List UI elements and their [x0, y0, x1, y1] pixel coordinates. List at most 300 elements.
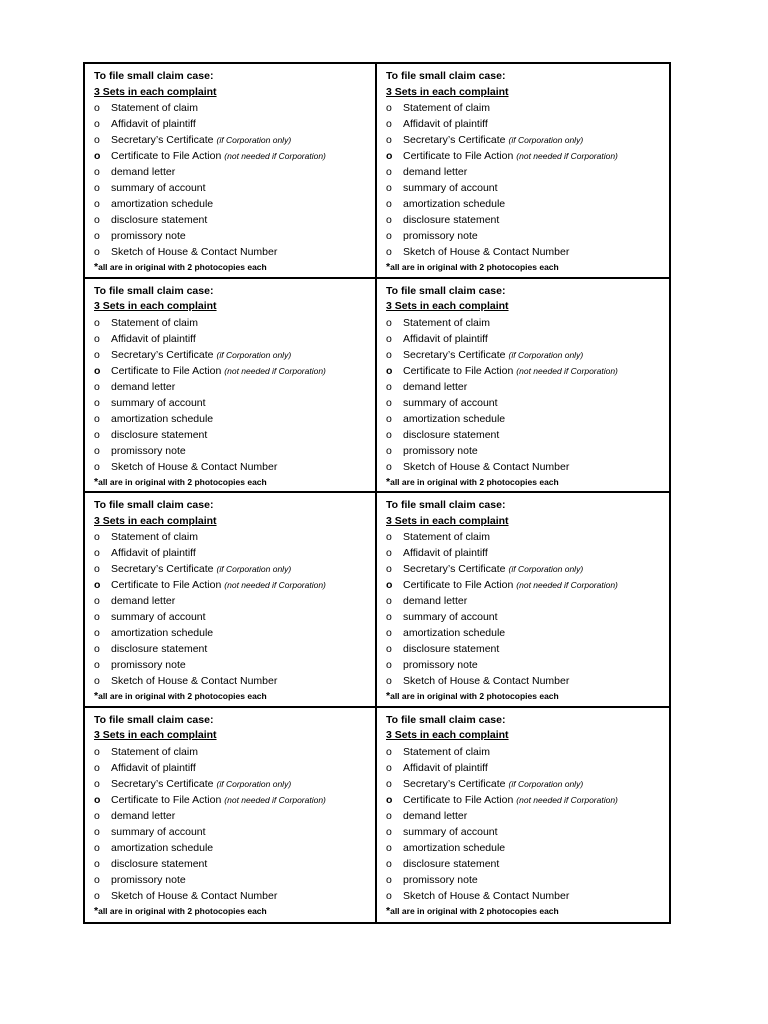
list-item [386, 315, 663, 331]
item-label: Sketch of House & Contact Number [403, 460, 570, 473]
circle-bullet-icon: o [94, 889, 100, 902]
card-subtitle: 3 Sets in each complaint [386, 514, 509, 527]
item-label: promissory note [111, 230, 186, 242]
item-label: Statement of claim [403, 316, 490, 329]
card-title: To file small claim case: [386, 499, 506, 511]
circle-bullet-icon: o [94, 531, 100, 543]
item-label: summary of account [403, 182, 498, 194]
item-label: Statement of claim [403, 531, 490, 543]
circle-bullet-icon: o [94, 166, 100, 178]
circle-bullet-icon: o [94, 793, 101, 806]
list-item [94, 180, 369, 196]
circle-bullet-icon: o [386, 364, 393, 377]
item-label: amortization schedule [403, 412, 506, 425]
item-label: summary of account [111, 396, 206, 409]
list-item [386, 411, 663, 427]
list-item [386, 100, 663, 116]
circle-bullet-icon: o [386, 873, 392, 886]
item-label: summary of account [111, 825, 206, 838]
list-item [386, 395, 663, 411]
card-footnote [94, 475, 369, 490]
circle-bullet-icon: o [94, 118, 100, 130]
list-item [94, 427, 369, 443]
circle-bullet-icon: o [386, 102, 392, 114]
item-note: (if Corporation only) [216, 135, 292, 145]
circle-bullet-icon: o [94, 841, 100, 854]
circle-bullet-icon: o [94, 102, 100, 114]
footnote-text: all are in original with 2 photocopies each [390, 262, 559, 272]
card-footnote [386, 904, 663, 919]
requirements-list [94, 315, 369, 475]
circle-bullet-icon: o [386, 396, 392, 409]
item-label: Affidavit of plaintiff [111, 761, 196, 774]
circle-bullet-icon: o [94, 611, 100, 623]
list-item [94, 625, 369, 641]
item-note: (not needed if Corporation) [516, 151, 618, 161]
list-item [94, 673, 369, 689]
item-label: Certificate to File Action [111, 150, 222, 162]
circle-bullet-icon: o [386, 166, 392, 178]
item-label: Statement of claim [111, 102, 198, 114]
item-label: Affidavit of plaintiff [403, 547, 488, 559]
item-label: amortization schedule [403, 627, 506, 639]
item-label: amortization schedule [111, 412, 214, 425]
checklist-card-r1-c1 [85, 64, 377, 279]
card-subtitle: 3 Sets in each complaint [94, 729, 217, 741]
item-label: Sketch of House & Contact Number [111, 889, 278, 902]
item-label: disclosure statement [403, 214, 500, 226]
card-footnote [94, 689, 369, 704]
circle-bullet-icon: o [94, 761, 100, 774]
circle-bullet-icon: o [94, 348, 100, 361]
circle-bullet-icon: o [94, 659, 100, 671]
card-title: To file small claim case: [386, 713, 506, 726]
item-label: Certificate to File Action [111, 579, 222, 591]
circle-bullet-icon: o [94, 873, 100, 886]
circle-bullet-icon: o [94, 547, 100, 559]
item-label: Secretary’s Certificate [111, 348, 214, 361]
list-item [386, 824, 663, 840]
circle-bullet-icon: o [386, 841, 392, 854]
footnote-asterisk: * [386, 475, 391, 488]
item-label: disclosure statement [111, 857, 208, 870]
item-label: amortization schedule [111, 627, 214, 639]
circle-bullet-icon: o [386, 348, 392, 361]
item-label: Sketch of House & Contact Number [111, 246, 278, 258]
list-item [94, 100, 369, 116]
item-label: Certificate to File Action [111, 364, 222, 377]
requirements-list [386, 100, 663, 260]
item-note: (not needed if Corporation) [516, 365, 618, 376]
item-label: Affidavit of plaintiff [403, 761, 488, 774]
item-label: amortization schedule [111, 198, 214, 210]
list-item [386, 577, 663, 593]
list-item [386, 625, 663, 641]
list-item [386, 657, 663, 673]
list-item [386, 443, 663, 459]
list-item [386, 872, 663, 888]
list-item [386, 776, 663, 792]
circle-bullet-icon: o [94, 857, 100, 870]
circle-bullet-icon: o [94, 460, 100, 473]
list-item [94, 164, 369, 180]
item-label: demand letter [403, 166, 468, 178]
item-label: Sketch of House & Contact Number [403, 675, 570, 687]
list-item [386, 459, 663, 475]
footnote-asterisk: * [386, 904, 391, 917]
checklist-card-r4-c2 [377, 708, 669, 923]
card-title: To file small claim case: [386, 70, 506, 82]
list-item [386, 132, 663, 148]
circle-bullet-icon: o [386, 182, 392, 194]
circle-bullet-icon: o [386, 460, 392, 473]
list-item [386, 164, 663, 180]
circle-bullet-icon: o [94, 809, 100, 822]
item-note: (if Corporation only) [508, 564, 584, 574]
requirements-list [386, 744, 663, 904]
card-subtitle: 3 Sets in each complaint [94, 85, 217, 98]
circle-bullet-icon: o [94, 595, 100, 607]
item-label: promissory note [403, 873, 478, 886]
requirements-list [94, 744, 369, 904]
item-label: Secretary’s Certificate [403, 563, 506, 575]
card-footnote [94, 260, 369, 275]
card-footnote [94, 904, 369, 919]
item-label: promissory note [111, 444, 186, 457]
item-label: disclosure statement [403, 428, 500, 441]
circle-bullet-icon: o [94, 777, 100, 790]
item-note: (if Corporation only) [216, 564, 292, 574]
item-label: Statement of claim [111, 531, 198, 543]
requirements-list [386, 315, 663, 475]
item-label: Affidavit of plaintiff [111, 547, 196, 559]
footnote-text: all are in original with 2 photocopies each [390, 476, 559, 487]
item-label: disclosure statement [403, 643, 500, 655]
list-item [94, 459, 369, 475]
item-label: disclosure statement [111, 214, 208, 226]
item-label: amortization schedule [403, 198, 506, 210]
circle-bullet-icon: o [94, 825, 100, 838]
item-label: Statement of claim [403, 102, 490, 114]
circle-bullet-icon: o [386, 444, 392, 457]
list-item [94, 641, 369, 657]
list-item [386, 244, 663, 260]
circle-bullet-icon: o [94, 230, 100, 242]
circle-bullet-icon: o [386, 134, 392, 146]
list-item [94, 411, 369, 427]
list-item [94, 212, 369, 228]
list-item [386, 792, 663, 808]
item-label: Sketch of House & Contact Number [403, 246, 570, 258]
list-item [94, 545, 369, 561]
list-item [94, 561, 369, 577]
circle-bullet-icon: o [386, 547, 392, 559]
circle-bullet-icon: o [94, 627, 100, 639]
item-note: (if Corporation only) [508, 349, 584, 360]
item-label: Secretary’s Certificate [403, 777, 506, 790]
list-item [94, 379, 369, 395]
footnote-asterisk: * [386, 690, 391, 702]
item-label: demand letter [111, 809, 176, 822]
requirements-list [94, 100, 369, 260]
circle-bullet-icon: o [94, 745, 100, 758]
circle-bullet-icon: o [386, 595, 392, 607]
list-item [94, 840, 369, 856]
item-note: (not needed if Corporation) [224, 365, 326, 376]
card-footnote [386, 475, 663, 490]
circle-bullet-icon: o [386, 611, 392, 623]
footnote-text: all are in original with 2 photocopies each [390, 905, 559, 916]
circle-bullet-icon: o [94, 246, 100, 258]
list-item [94, 872, 369, 888]
list-item [386, 609, 663, 625]
item-label: demand letter [403, 809, 468, 822]
circle-bullet-icon: o [386, 198, 392, 210]
claim-checklist-grid [83, 62, 671, 924]
circle-bullet-icon: o [386, 332, 392, 345]
circle-bullet-icon: o [386, 246, 392, 258]
list-item [94, 395, 369, 411]
list-item [386, 545, 663, 561]
circle-bullet-icon: o [94, 412, 100, 425]
list-item [386, 116, 663, 132]
circle-bullet-icon: o [94, 198, 100, 210]
item-note: (if Corporation only) [216, 349, 292, 360]
footnote-text: all are in original with 2 photocopies each [98, 691, 267, 701]
item-label: Secretary’s Certificate [111, 777, 214, 790]
list-item [386, 593, 663, 609]
footnote-asterisk: * [386, 261, 391, 273]
item-label: Secretary’s Certificate [403, 134, 506, 146]
circle-bullet-icon: o [386, 659, 392, 671]
card-subtitle: 3 Sets in each complaint [386, 729, 509, 741]
item-note: (not needed if Corporation) [516, 580, 618, 590]
item-label: Statement of claim [403, 745, 490, 758]
item-label: summary of account [111, 611, 206, 623]
item-label: disclosure statement [111, 428, 208, 441]
list-item [386, 744, 663, 760]
footnote-asterisk: * [94, 261, 99, 273]
card-subtitle: 3 Sets in each complaint [94, 300, 217, 312]
list-item [94, 331, 369, 347]
circle-bullet-icon: o [94, 675, 100, 687]
list-item [386, 148, 663, 164]
list-item [386, 760, 663, 776]
requirements-list [386, 529, 663, 689]
item-label: Secretary’s Certificate [111, 563, 214, 575]
list-item [94, 244, 369, 260]
item-label: Certificate to File Action [403, 793, 514, 806]
card-footnote [386, 689, 663, 704]
list-item [386, 196, 663, 212]
item-label: promissory note [403, 230, 478, 242]
checklist-card-r3-c1 [85, 493, 377, 708]
list-item [386, 363, 663, 379]
circle-bullet-icon: o [386, 118, 392, 130]
item-label: disclosure statement [111, 643, 208, 655]
list-item [94, 577, 369, 593]
list-item [94, 856, 369, 872]
footnote-text: all are in original with 2 photocopies each [98, 262, 267, 272]
circle-bullet-icon: o [386, 531, 392, 543]
circle-bullet-icon: o [386, 857, 392, 870]
circle-bullet-icon: o [94, 316, 100, 329]
circle-bullet-icon: o [386, 428, 392, 441]
item-note: (not needed if Corporation) [224, 151, 326, 161]
circle-bullet-icon: o [386, 316, 392, 329]
card-footnote [386, 260, 663, 275]
circle-bullet-icon: o [94, 643, 100, 655]
circle-bullet-icon: o [386, 579, 393, 591]
item-note: (not needed if Corporation) [224, 794, 326, 805]
item-label: Affidavit of plaintiff [403, 118, 488, 130]
list-item [94, 593, 369, 609]
circle-bullet-icon: o [386, 380, 392, 393]
list-item [386, 180, 663, 196]
item-label: Certificate to File Action [403, 364, 514, 377]
item-label: Affidavit of plaintiff [111, 118, 196, 130]
checklist-card-r2-c1 [85, 279, 377, 494]
checklist-card-r1-c2 [377, 64, 669, 279]
item-label: demand letter [111, 595, 176, 607]
list-item [94, 196, 369, 212]
item-label: promissory note [111, 659, 186, 671]
list-item [386, 641, 663, 657]
item-note: (not needed if Corporation) [224, 580, 326, 590]
circle-bullet-icon: o [94, 396, 100, 409]
circle-bullet-icon: o [94, 444, 100, 457]
item-label: demand letter [111, 166, 176, 178]
item-label: Certificate to File Action [403, 150, 514, 162]
circle-bullet-icon: o [94, 364, 101, 377]
list-item [386, 427, 663, 443]
list-item [386, 856, 663, 872]
item-label: summary of account [403, 396, 498, 409]
list-item [94, 888, 369, 904]
list-item [94, 529, 369, 545]
circle-bullet-icon: o [94, 182, 100, 194]
circle-bullet-icon: o [386, 627, 392, 639]
list-item [94, 776, 369, 792]
item-label: summary of account [403, 611, 498, 623]
circle-bullet-icon: o [386, 412, 392, 425]
checklist-card-r2-c2 [377, 279, 669, 494]
card-title: To file small claim case: [94, 713, 214, 726]
item-note: (if Corporation only) [508, 778, 584, 789]
list-item [94, 148, 369, 164]
circle-bullet-icon: o [386, 745, 392, 758]
circle-bullet-icon: o [386, 889, 392, 902]
list-item [94, 132, 369, 148]
item-note: (if Corporation only) [508, 135, 584, 145]
item-label: Sketch of House & Contact Number [403, 889, 570, 902]
footnote-text: all are in original with 2 photocopies each [98, 905, 267, 916]
list-item [94, 760, 369, 776]
circle-bullet-icon: o [386, 825, 392, 838]
circle-bullet-icon: o [94, 579, 101, 591]
checklist-card-r3-c2 [377, 493, 669, 708]
list-item [386, 888, 663, 904]
footnote-asterisk: * [94, 690, 99, 702]
list-item [386, 331, 663, 347]
list-item [94, 824, 369, 840]
item-label: promissory note [111, 873, 186, 886]
list-item [94, 315, 369, 331]
circle-bullet-icon: o [94, 428, 100, 441]
circle-bullet-icon: o [386, 563, 392, 575]
item-label: Certificate to File Action [403, 579, 514, 591]
card-title: To file small claim case: [386, 284, 506, 297]
footnote-text: all are in original with 2 photocopies each [98, 476, 267, 487]
item-label: demand letter [403, 595, 468, 607]
list-item [386, 808, 663, 824]
list-item [94, 347, 369, 363]
list-item [386, 379, 663, 395]
circle-bullet-icon: o [94, 380, 100, 393]
list-item [94, 609, 369, 625]
list-item [94, 744, 369, 760]
list-item [386, 529, 663, 545]
item-label: disclosure statement [403, 857, 500, 870]
circle-bullet-icon: o [386, 150, 393, 162]
card-subtitle: 3 Sets in each complaint [386, 300, 509, 312]
item-label: summary of account [111, 182, 206, 194]
item-label: Affidavit of plaintiff [403, 332, 488, 345]
circle-bullet-icon: o [386, 675, 392, 687]
circle-bullet-icon: o [94, 332, 100, 345]
list-item [94, 228, 369, 244]
item-label: demand letter [403, 380, 468, 393]
list-item [386, 673, 663, 689]
circle-bullet-icon: o [386, 761, 392, 774]
item-label: Statement of claim [111, 745, 198, 758]
footnote-text: all are in original with 2 photocopies each [390, 691, 559, 701]
card-title: To file small claim case: [94, 284, 214, 297]
item-note: (not needed if Corporation) [516, 794, 618, 805]
list-item [94, 116, 369, 132]
circle-bullet-icon: o [94, 214, 100, 226]
item-label: amortization schedule [403, 841, 506, 854]
checklist-card-r4-c1 [85, 708, 377, 923]
circle-bullet-icon: o [94, 563, 100, 575]
list-item [94, 792, 369, 808]
list-item [94, 363, 369, 379]
footnote-asterisk: * [94, 475, 99, 488]
circle-bullet-icon: o [386, 777, 392, 790]
item-note: (if Corporation only) [216, 778, 292, 789]
item-label: promissory note [403, 444, 478, 457]
item-label: promissory note [403, 659, 478, 671]
circle-bullet-icon: o [94, 150, 101, 162]
item-label: amortization schedule [111, 841, 214, 854]
card-subtitle: 3 Sets in each complaint [386, 85, 509, 98]
list-item [386, 347, 663, 363]
list-item [94, 443, 369, 459]
list-item [94, 808, 369, 824]
circle-bullet-icon: o [386, 643, 392, 655]
list-item [386, 561, 663, 577]
item-label: Secretary’s Certificate [403, 348, 506, 361]
circle-bullet-icon: o [386, 214, 392, 226]
circle-bullet-icon: o [386, 230, 392, 242]
item-label: Statement of claim [111, 316, 198, 329]
card-title: To file small claim case: [94, 70, 214, 82]
list-item [94, 657, 369, 673]
item-label: summary of account [403, 825, 498, 838]
footnote-asterisk: * [94, 904, 99, 917]
card-subtitle: 3 Sets in each complaint [94, 514, 217, 527]
card-title: To file small claim case: [94, 499, 214, 511]
